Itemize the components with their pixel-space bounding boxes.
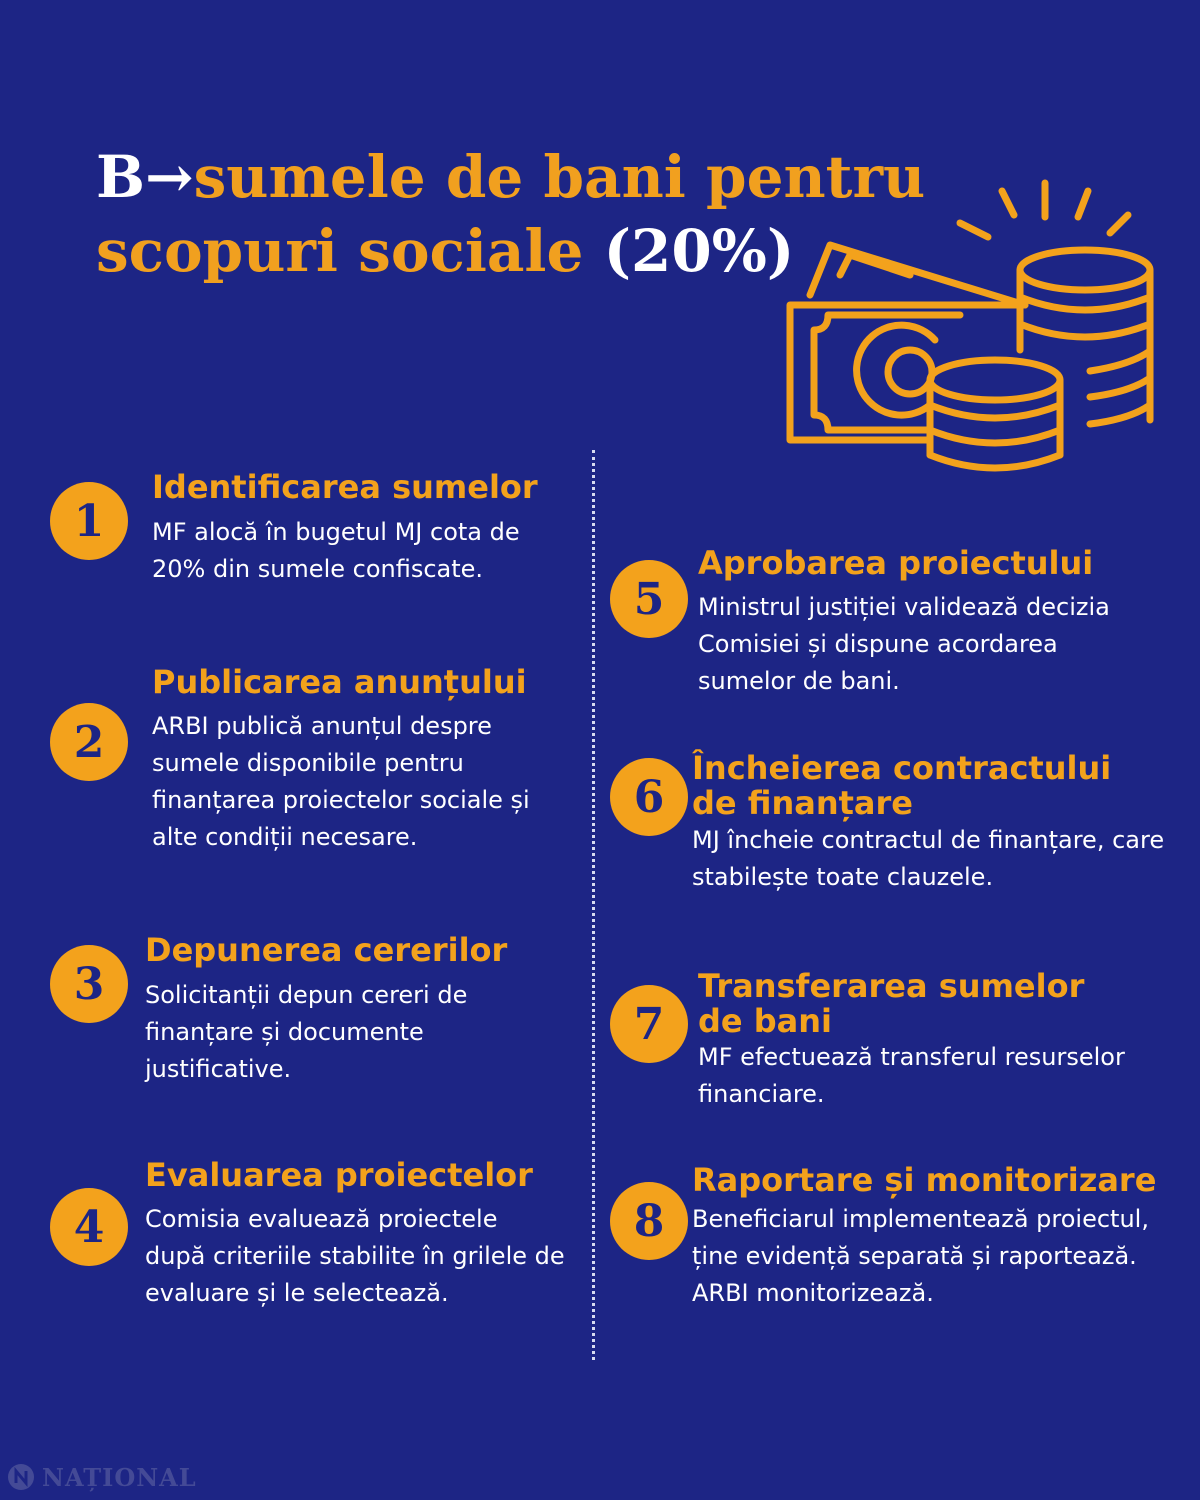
step-text: MF efectuează transferul resurselor financiare. [698, 1043, 1125, 1108]
step-title: Încheierea contractului de finanțare [692, 749, 1112, 822]
money-coins-icon [780, 175, 1170, 475]
step-number-badge: 8 [610, 1182, 688, 1260]
step-title: Identificarea sumelor [152, 468, 538, 506]
step-number-badge: 2 [50, 703, 128, 781]
step-number-badge: 1 [50, 482, 128, 560]
step-number-badge: 3 [50, 945, 128, 1023]
step-title: Publicarea anunțului [152, 663, 527, 701]
step-text: Solicitanții depun cereri de finanțare și documente justificative. [145, 981, 468, 1083]
step-title: Transferarea sumelor de bani [698, 967, 1085, 1040]
step-text: ARBI publică anunțul despre sumele disponibile pentru finanțarea proiectelor sociale și alte condiții necesare. [152, 712, 530, 851]
step-title: Evaluarea proiectelor [145, 1156, 533, 1194]
title-suffix: (20%) [603, 217, 795, 285]
watermark [6, 1462, 197, 1492]
step-number-badge: 4 [50, 1188, 128, 1266]
column-divider [592, 450, 595, 1360]
title-main: sumele de bani pentru scopuri sociale [96, 143, 926, 285]
step-title: Aprobarea proiectului [698, 544, 1094, 582]
logo-icon [6, 1462, 36, 1492]
step-text: Beneficiarul implementează proiectul, ține evidență separată și raportează. ARBI monitorizează. [692, 1205, 1149, 1307]
step-number-badge: 7 [610, 985, 688, 1063]
title-prefix: B→ [96, 143, 194, 211]
step-text: Ministrul justiției validează decizia Comisiei și dispune acordarea sumelor de bani. [698, 593, 1110, 695]
step-title: Depunerea cererilor [145, 931, 508, 969]
step-title: Raportare și monitorizare [692, 1161, 1157, 1199]
watermark-text: NAȚIONAL [42, 1462, 197, 1492]
step-text: MF alocă în bugetul MJ cota de 20% din sumele confiscate. [152, 518, 520, 583]
step-number-badge: 5 [610, 560, 688, 638]
step-text: Comisia evaluează proiectele după criteriile stabilite în grilele de evaluare și le selectează. [145, 1205, 565, 1307]
step-number-badge: 6 [610, 758, 688, 836]
step-text: MJ încheie contractul de finanțare, care stabilește toate clauzele. [692, 826, 1165, 891]
